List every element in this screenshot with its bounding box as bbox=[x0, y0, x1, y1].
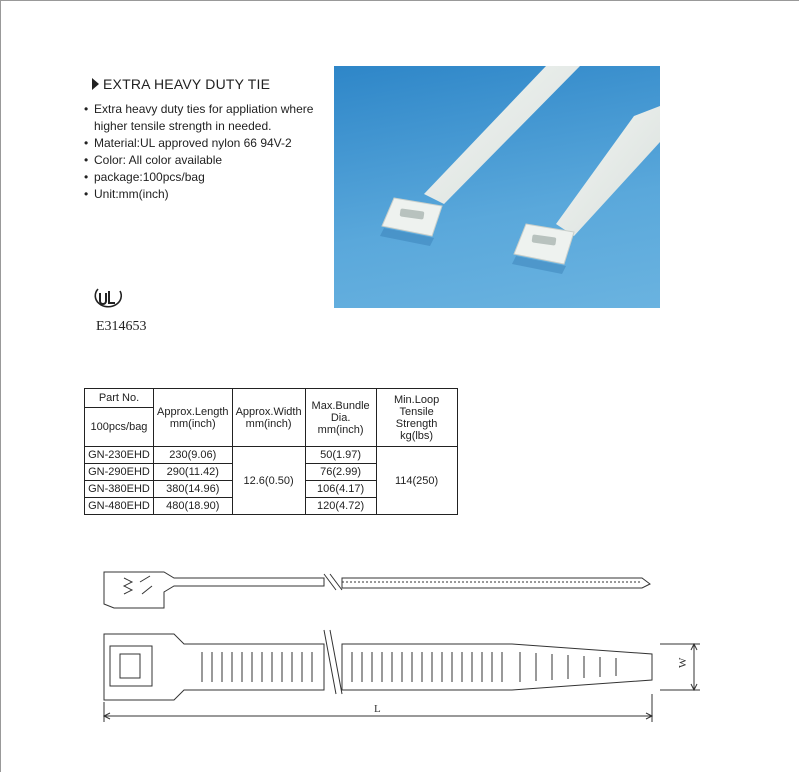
table-row bbox=[85, 447, 458, 464]
header-package: 100pcs/bag bbox=[85, 408, 154, 447]
part-number-cell: GN-230EHD bbox=[85, 447, 154, 464]
part-number-cell: GN-480EHD bbox=[85, 498, 154, 515]
length-label: L bbox=[374, 703, 381, 715]
tie-strap bbox=[424, 66, 580, 204]
header-part-no: Part No. bbox=[85, 389, 154, 408]
length-cell: 380(14.96) bbox=[154, 481, 233, 498]
part-number-cell: GN-380EHD bbox=[85, 481, 154, 498]
certificate-number: E314653 bbox=[96, 319, 147, 334]
list-item-text: Material:UL approved nylon 66 94V-2 bbox=[94, 136, 292, 150]
list-item-text: Extra heavy duty ties for appliation where higher tensile strength in needed. bbox=[94, 102, 314, 133]
strap-ribs bbox=[202, 652, 616, 682]
list-item bbox=[84, 152, 324, 169]
technical-drawing bbox=[90, 560, 710, 735]
bundle-cell: 50(1.97) bbox=[305, 447, 376, 464]
width-label: W bbox=[677, 657, 689, 668]
cable-tie-photo bbox=[334, 66, 660, 308]
product-photo bbox=[334, 66, 660, 308]
bundle-cell: 120(4.72) bbox=[305, 498, 376, 515]
triangle-bullet-icon bbox=[92, 78, 99, 90]
list-item bbox=[84, 135, 324, 152]
list-item-text: Unit:mm(inch) bbox=[94, 187, 169, 201]
header-width: Approx.Width mm(inch) bbox=[232, 389, 305, 447]
bullet-icon: • bbox=[84, 102, 89, 116]
length-cell: 230(9.06) bbox=[154, 447, 233, 464]
feature-list bbox=[84, 101, 324, 203]
tensile-cell: 114(250) bbox=[376, 447, 457, 515]
list-item bbox=[84, 101, 324, 135]
list-item bbox=[84, 169, 324, 186]
dimension-drawing bbox=[90, 560, 710, 730]
header-tensile: Min.Loop Tensile Strength kg(lbs) bbox=[376, 389, 457, 447]
bullet-icon: • bbox=[84, 153, 89, 167]
bullet-icon: • bbox=[84, 136, 89, 150]
part-number-cell: GN-290EHD bbox=[85, 464, 154, 481]
length-cell: 290(11.42) bbox=[154, 464, 233, 481]
list-item-text: package:100pcs/bag bbox=[94, 170, 205, 184]
bundle-cell: 106(4.17) bbox=[305, 481, 376, 498]
title-text: EXTRA HEAVY DUTY TIE bbox=[103, 76, 271, 92]
list-item-text: Color: All color available bbox=[94, 153, 223, 167]
length-cell: 480(18.90) bbox=[154, 498, 233, 515]
list-item bbox=[84, 186, 324, 203]
bundle-cell: 76(2.99) bbox=[305, 464, 376, 481]
ul-logo-icon bbox=[90, 285, 126, 313]
top-view bbox=[104, 630, 652, 700]
side-view bbox=[104, 572, 650, 608]
bullet-icon: • bbox=[84, 170, 89, 184]
spec-table bbox=[84, 388, 458, 515]
bullet-icon: • bbox=[84, 187, 89, 201]
header-length: Approx.Length mm(inch) bbox=[154, 389, 233, 447]
section-title bbox=[92, 76, 270, 92]
tie-strap bbox=[556, 106, 660, 236]
ul-logo bbox=[90, 285, 126, 318]
width-cell: 12.6(0.50) bbox=[232, 447, 305, 515]
header-bundle: Max.Bundle Dia. mm(inch) bbox=[305, 389, 376, 447]
